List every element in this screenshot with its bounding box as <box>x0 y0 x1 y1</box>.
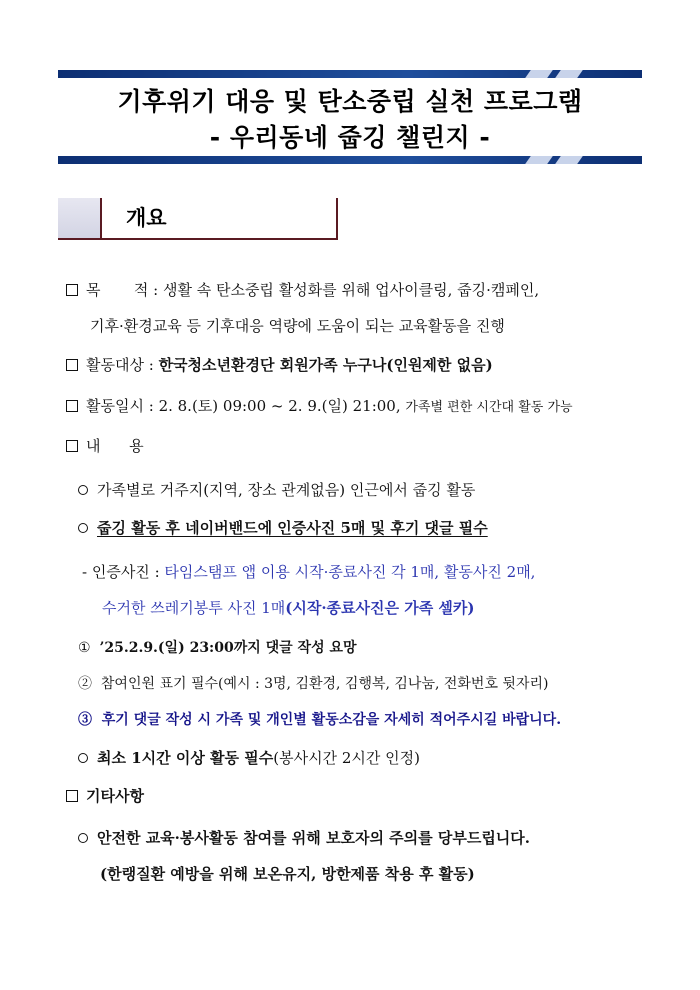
purpose-label: 목 적 <box>86 281 149 299</box>
content-item-2 <box>78 518 488 538</box>
purpose-text: 생활 속 탄소중립 활성화를 위해 업사이클링, 줍깅·캠페인, <box>162 281 540 299</box>
title-band-bottom <box>58 156 642 164</box>
etc-text: 안전한 교육·봉사활동 참여를 위해 보호자의 주의를 당부드립니다. <box>97 829 531 847</box>
band-accent <box>555 156 583 164</box>
note-2-text: 참여인원 표기 필수(예시 : 3명, 김환경, 김행복, 김나눔, 전화번호 뒷자리) <box>100 676 549 692</box>
target-label: 활동대상 : <box>86 356 159 374</box>
note-3-mark: ③ <box>78 712 92 728</box>
band-accent <box>525 156 553 164</box>
photo-row <box>82 562 535 582</box>
etc-text-cont <box>100 864 475 884</box>
section-divider <box>100 198 102 240</box>
content-item-3-rest: (봉사시간 2시간 인정) <box>273 749 420 767</box>
checkbox-square-icon <box>66 284 78 296</box>
target-row <box>66 355 493 375</box>
etc-item <box>78 828 530 848</box>
date-row <box>66 396 573 418</box>
target-text: 한국청소년환경단 회원가족 누구나(인원제한 없음) <box>158 356 493 374</box>
note-1-text: ’25.2.9.(일) 23:00까지 댓글 작성 요망 <box>99 640 357 656</box>
content-item-1 <box>78 480 475 500</box>
photo-label: - 인증사진 : <box>82 563 165 581</box>
note-3-text: 후기 댓글 작성 시 가족 및 개인별 활동소감을 자세히 적어주시길 바랍니다. <box>101 712 562 728</box>
photo-row-cont <box>102 598 475 618</box>
photo-text: 타임스탬프 앱 이용 시작·종료사진 각 1매, 활동사진 2매, <box>164 563 536 581</box>
date-note: 가족별 편한 시간대 활동 가능 <box>405 400 573 415</box>
circle-bullet-icon <box>78 485 88 495</box>
section-divider <box>336 198 338 240</box>
checkbox-square-icon <box>66 440 78 452</box>
date-label: 활동일시 : <box>86 397 159 415</box>
photo-selfie-note: (시작·종료사진은 가족 셀카) <box>285 599 475 617</box>
checkbox-square-icon <box>66 359 78 371</box>
etc-label: 기타사항 <box>86 787 144 805</box>
etc-note: (한랭질환 예방을 위해 보온유지, 방한제품 착용 후 활동) <box>100 865 475 883</box>
section-underline <box>58 238 338 240</box>
circle-bullet-icon <box>78 753 88 763</box>
circle-bullet-icon <box>78 523 88 533</box>
content-item-1-text: 가족별로 거주지(지역, 장소 관계없음) 인근에서 줍깅 활동 <box>97 481 476 499</box>
content-label: 내 용 <box>86 437 144 455</box>
note-2-mark: ② <box>78 676 92 692</box>
purpose-row <box>66 280 539 300</box>
content-item-3 <box>78 748 420 768</box>
content-row <box>66 436 144 456</box>
section-title: 개요 <box>126 206 167 230</box>
note-1 <box>78 638 357 658</box>
content-item-2-text: 줍깅 활동 후 네이버밴드에 인증사진 5매 및 후기 댓글 필수 <box>97 519 488 537</box>
date-text: 2. 8.(토) 09:00 ~ 2. 9.(일) 21:00, <box>158 397 406 415</box>
note-2 <box>78 674 548 694</box>
band-accent <box>525 70 553 78</box>
checkbox-square-icon <box>66 400 78 412</box>
purpose-separator: : <box>148 281 163 299</box>
content-item-3-bold: 최소 1시간 이상 활동 필수 <box>97 749 274 767</box>
doc-title: 기후위기 대응 및 탄소중립 실천 프로그램 <box>117 87 583 116</box>
note-1-mark: ① <box>78 640 91 656</box>
band-accent <box>555 70 583 78</box>
section-marker <box>58 198 100 238</box>
doc-subtitle: - 우리동네 줍깅 챌린지 - <box>209 123 491 152</box>
title-band-top <box>58 70 642 78</box>
etc-row <box>66 786 144 806</box>
note-3 <box>78 710 561 730</box>
purpose-text-cont: 기후·환경교육 등 기후대응 역량에 도움이 되는 교육활동을 진행 <box>90 317 505 335</box>
photo-text-cont: 수거한 쓰레기봉투 사진 1매 <box>102 599 286 617</box>
circle-bullet-icon <box>78 833 88 843</box>
checkbox-square-icon <box>66 790 78 802</box>
